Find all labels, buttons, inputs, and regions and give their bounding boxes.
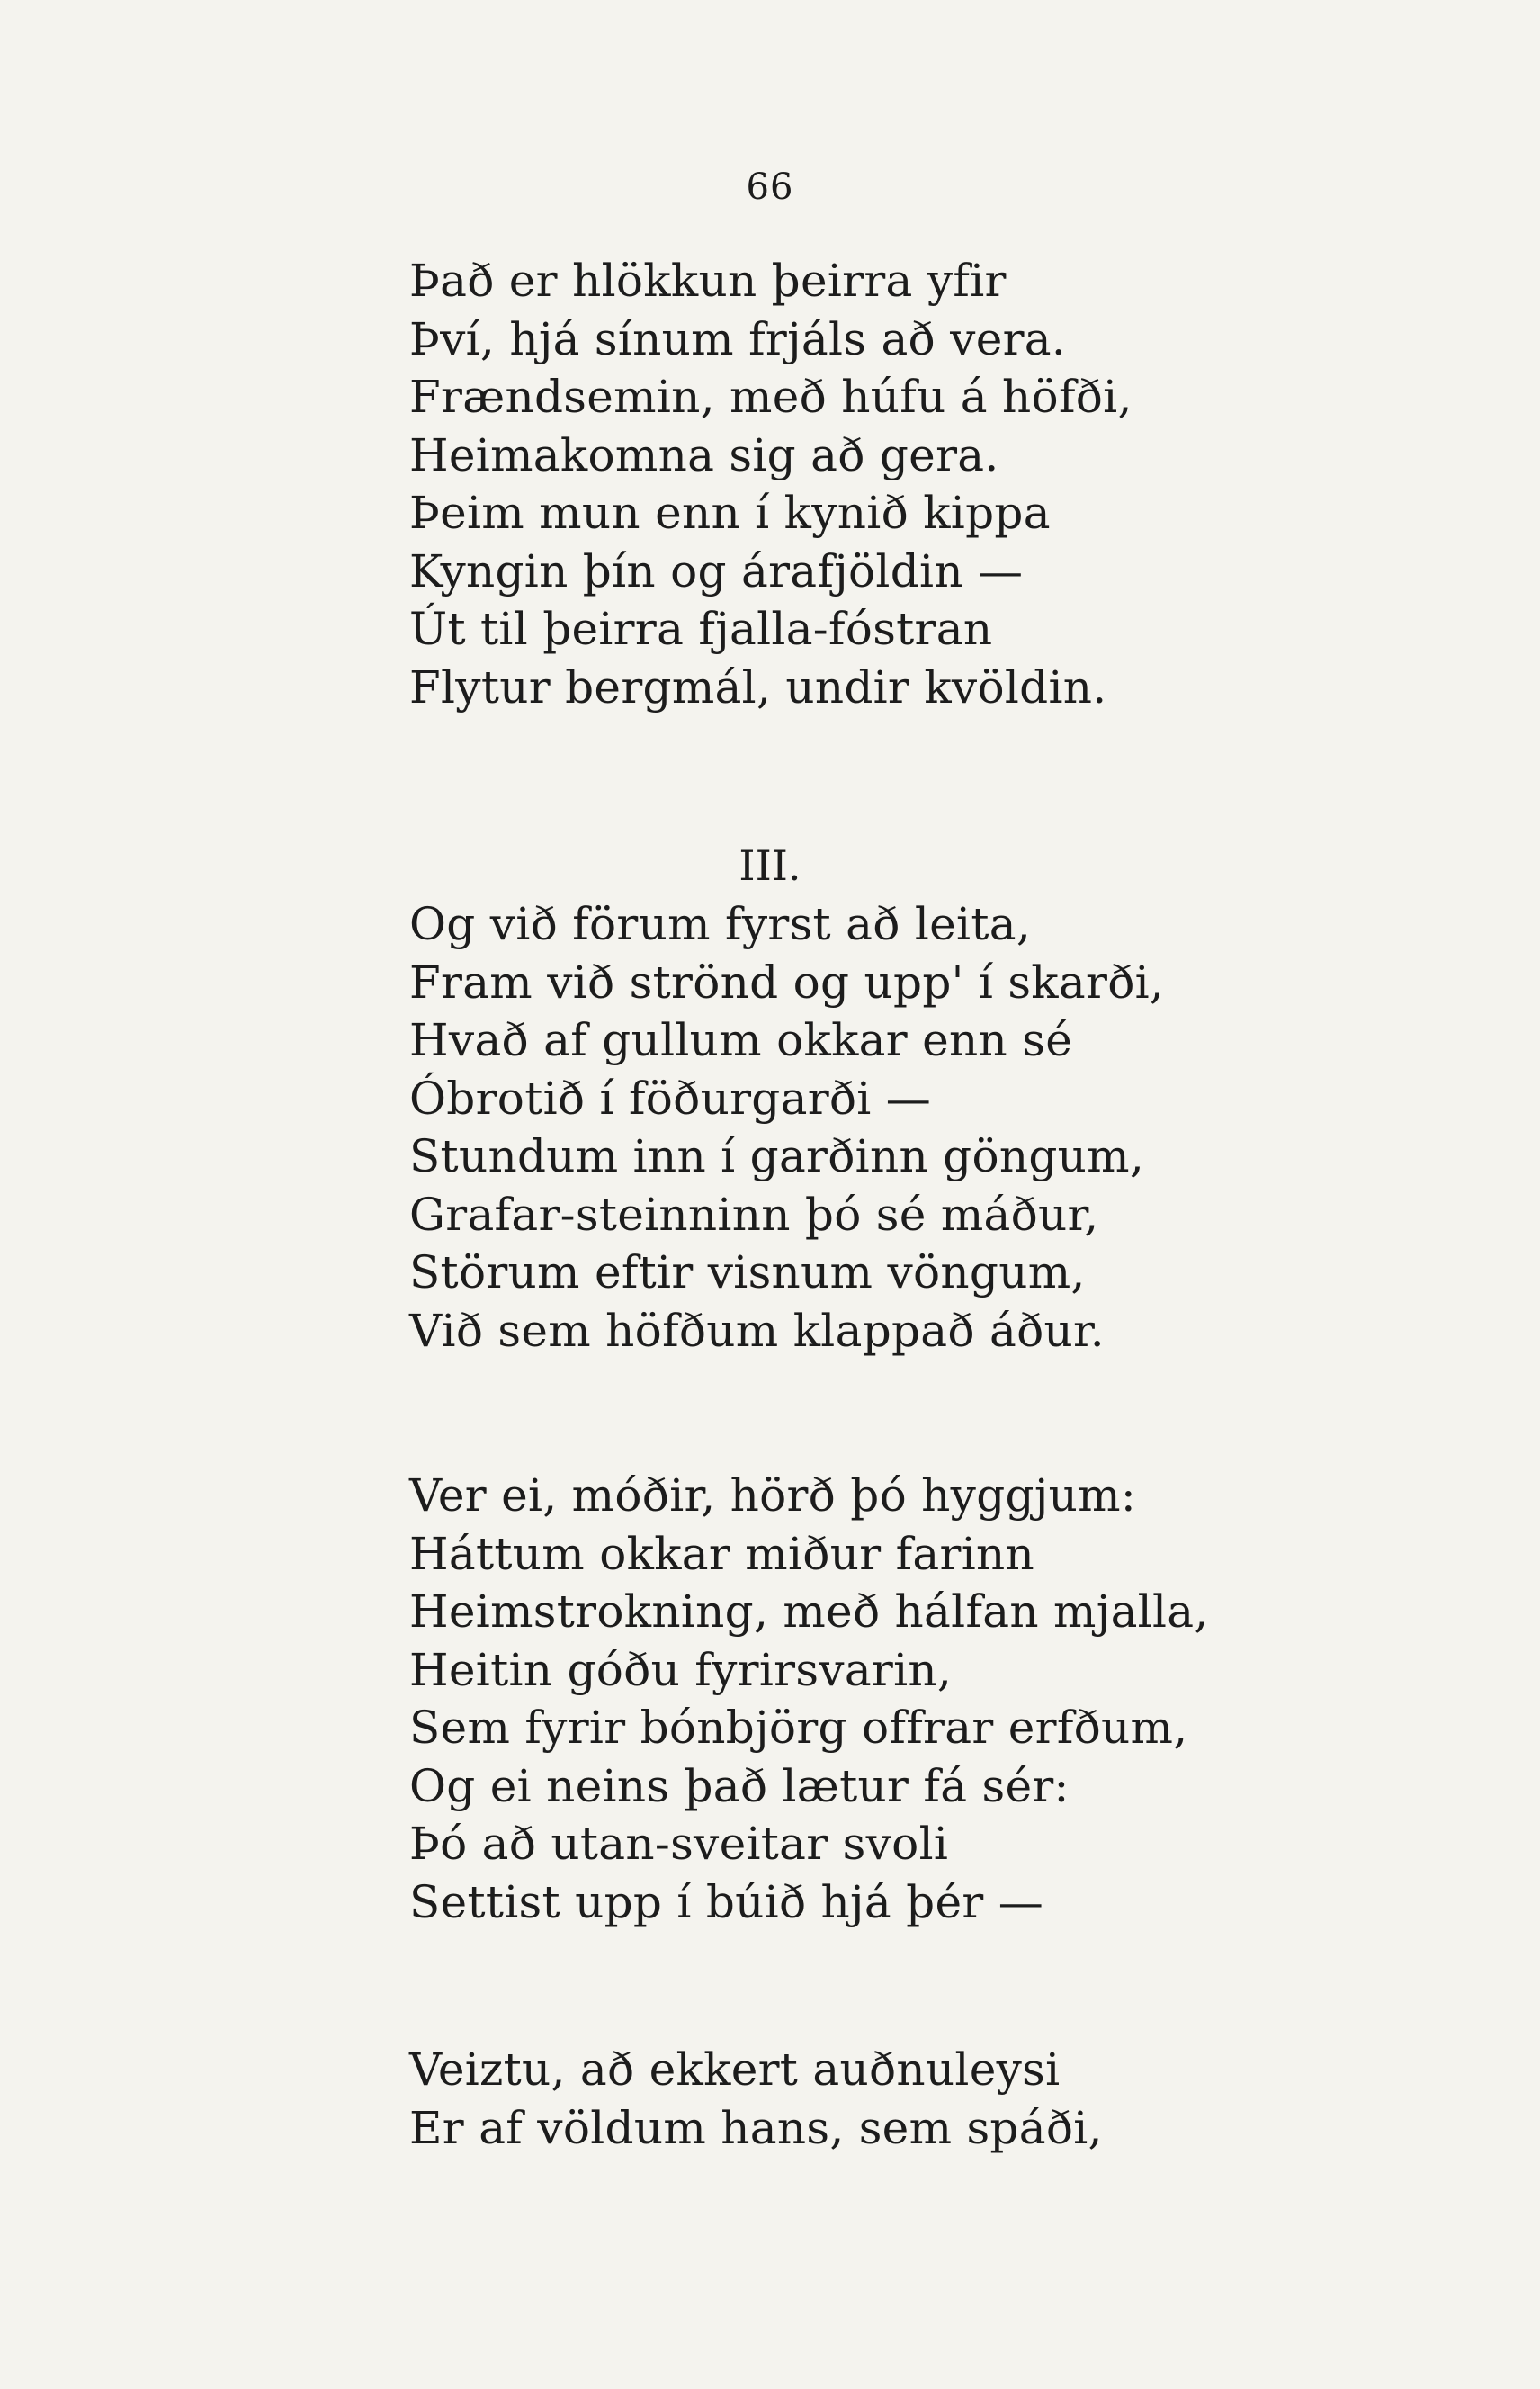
poem-line: Flytur bergmál, undir kvöldin. — [409, 660, 1107, 714]
page-number: 66 — [746, 166, 794, 208]
poem-line: Þeim mun enn í kynið kippa — [409, 487, 1051, 539]
poem-line: Og við förum fyrst að leita, — [409, 898, 1032, 950]
poem-line: Hvað af gullum okkar enn sé — [409, 1014, 1073, 1066]
poem-line: Út til þeirra fjalla-fóstran — [409, 603, 993, 655]
poem-line: Og ei neins það lætur fá sér: — [409, 1759, 1070, 1812]
poem-line: Því, hjá sínum frjáls að vera. — [409, 312, 1067, 365]
poem-line: Fram við strönd og upp' í skarði, — [409, 956, 1165, 1009]
poem-line: Það er hlökkun þeirra yfir — [409, 255, 1007, 307]
poem-line: Heimakomna sig að gera. — [409, 428, 999, 481]
poem-line: Frændsemin, með húfu á höfði, — [409, 371, 1133, 423]
poem-line: Settist upp í búið hjá þér — — [409, 1875, 1044, 1928]
poem-line: Óbrotið í föðurgarði — — [409, 1072, 932, 1125]
stanza-2 — [409, 895, 1164, 1360]
stanza-3 — [409, 1467, 1209, 1931]
stanza-1 — [409, 252, 1133, 716]
poem-line: Er af völdum hans, sem spáði, — [409, 2101, 1103, 2154]
poem-line: Grafar-steinninn þó sé máður, — [409, 1188, 1099, 1241]
poem-line: Heimstrokning, með hálfan mjalla, — [409, 1585, 1209, 1638]
poem-line: Stundum inn í garðinn göngum, — [409, 1130, 1145, 1182]
poem-line: Störum eftir visnum vöngum, — [409, 1246, 1086, 1298]
poem-line: Veiztu, að ekkert auðnuleysi — [409, 2043, 1061, 2096]
poem-line: Þó að utan-sveitar svoli — [409, 1818, 949, 1870]
poem-line: Ver ei, móðir, hörð þó hyggjum: — [409, 1469, 1137, 1522]
stanza-4 — [409, 2041, 1103, 2157]
poem-line: Kyngin þín og árafjöldin — — [409, 544, 1024, 597]
poem-line: Sem fyrir bónbjörg offrar erfðum, — [409, 1702, 1188, 1754]
poem-line: Heitin góðu fyrirsvarin, — [409, 1643, 953, 1696]
poem-line: Við sem höfðum klappað áður. — [409, 1304, 1105, 1357]
section-heading: III. — [739, 841, 801, 890]
poem-line: Háttum okkar miður farinn — [409, 1527, 1035, 1580]
